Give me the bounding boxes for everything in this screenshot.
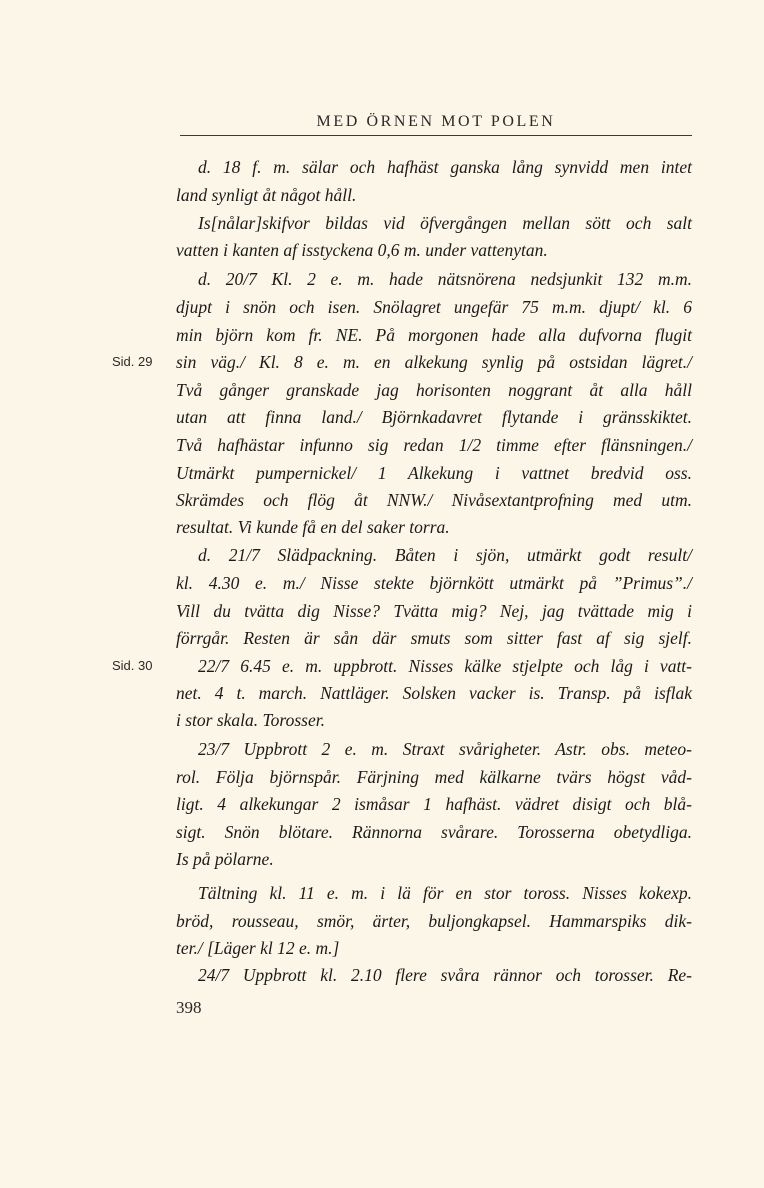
text-line: resultat. Vi kunde få en del saker torra.	[176, 517, 450, 537]
text-line: min björn kom fr. NE. På morgonen hade alla dufvorna flugit	[176, 325, 692, 345]
text-line: net. 4 t. march. Nattläger. Solsken vacker is. Transp. på isflak	[176, 683, 692, 703]
text-line: Två hafhästar infunno sig redan 1/2 timme efter flänsningen./	[176, 435, 692, 455]
text-line: förrgår. Resten är sån där smuts som sitter fast af sig sjelf.	[176, 628, 692, 648]
text-line: sigt. Snön blötare. Rännorna svårare. Torosserna obetydliga.	[176, 822, 692, 842]
text-line: utan att finna land./ Björnkadavret flytande i gränsskiktet.	[176, 407, 692, 427]
running-header: MED ÖRNEN MOT POLEN	[316, 113, 556, 130]
text-line: bröd, rousseau, smör, ärter, buljongkapsel. Hammarspiks dik-	[176, 911, 692, 931]
text-line: Utmärkt pumpernickel/ 1 Alkekung i vattnet bredvid oss.	[176, 463, 692, 483]
header-rule	[180, 135, 692, 136]
text-line: Is[nålar]skifvor bildas vid öfvergången mellan sött och salt	[198, 213, 692, 233]
text-line: i stor skala. Torosser.	[176, 710, 325, 730]
text-line: d. 20/7 Kl. 2 e. m. hade nätsnörena nedsjunkit 132 m.m.	[198, 269, 692, 289]
text-line: ter./ [Läger kl 12 e. m.]	[176, 938, 340, 958]
text-line: kl. 4.30 e. m./ Nisse stekte björnkött utmärkt på ”Primus”./	[176, 573, 692, 593]
text-line: Skrämdes och flög åt NNW./ Nivåsextantprofning med utm.	[176, 490, 692, 510]
text-line: sin väg./ Kl. 8 e. m. en alkekung synlig på ostsidan lägret./	[176, 352, 692, 372]
text-line: land synligt åt något håll.	[176, 185, 357, 205]
text-line: Två gånger granskade jag horisonten noggrant åt alla håll	[176, 380, 692, 400]
text-line: vatten i kanten af isstyckena 0,6 m. under vattenytan.	[176, 240, 548, 260]
text-line: Vill du tvätta dig Nisse? Tvätta mig? Nej, jag tvättade mig i	[176, 601, 692, 621]
text-line: ligt. 4 alkekungar 2 ismåsar 1 hafhäst. vädret disigt och blå-	[176, 794, 692, 814]
margin-note-sid-29: Sid. 29	[112, 354, 153, 369]
text-line: Tältning kl. 11 e. m. i lä för en stor toross. Nisses kokexp.	[198, 883, 692, 903]
text-line: d. 18 f. m. sälar och hafhäst ganska lång synvidd men intet	[198, 157, 692, 177]
text-line: 23/7 Uppbrott 2 e. m. Straxt svårigheter. Astr. obs. meteo-	[198, 739, 692, 759]
text-line: Is på pölarne.	[176, 849, 274, 869]
text-line: 22/7 6.45 e. m. uppbrott. Nisses kälke stjelpte och låg i vatt-	[198, 656, 692, 676]
text-line: djupt i snön och isen. Snölagret ungefär 75 m.m. djupt/ kl. 6	[176, 297, 692, 317]
text-line: 24/7 Uppbrott kl. 2.10 flere svåra rännor och torosser. Re-	[198, 965, 692, 985]
text-line: rol. Följa björnspår. Färjning med kälkarne tvärs högst våd-	[176, 767, 692, 787]
margin-note-sid-30: Sid. 30	[112, 658, 153, 673]
text-line: d. 21/7 Slädpackning. Båten i sjön, utmärkt godt result/	[198, 545, 692, 565]
page-number: 398	[176, 998, 202, 1017]
